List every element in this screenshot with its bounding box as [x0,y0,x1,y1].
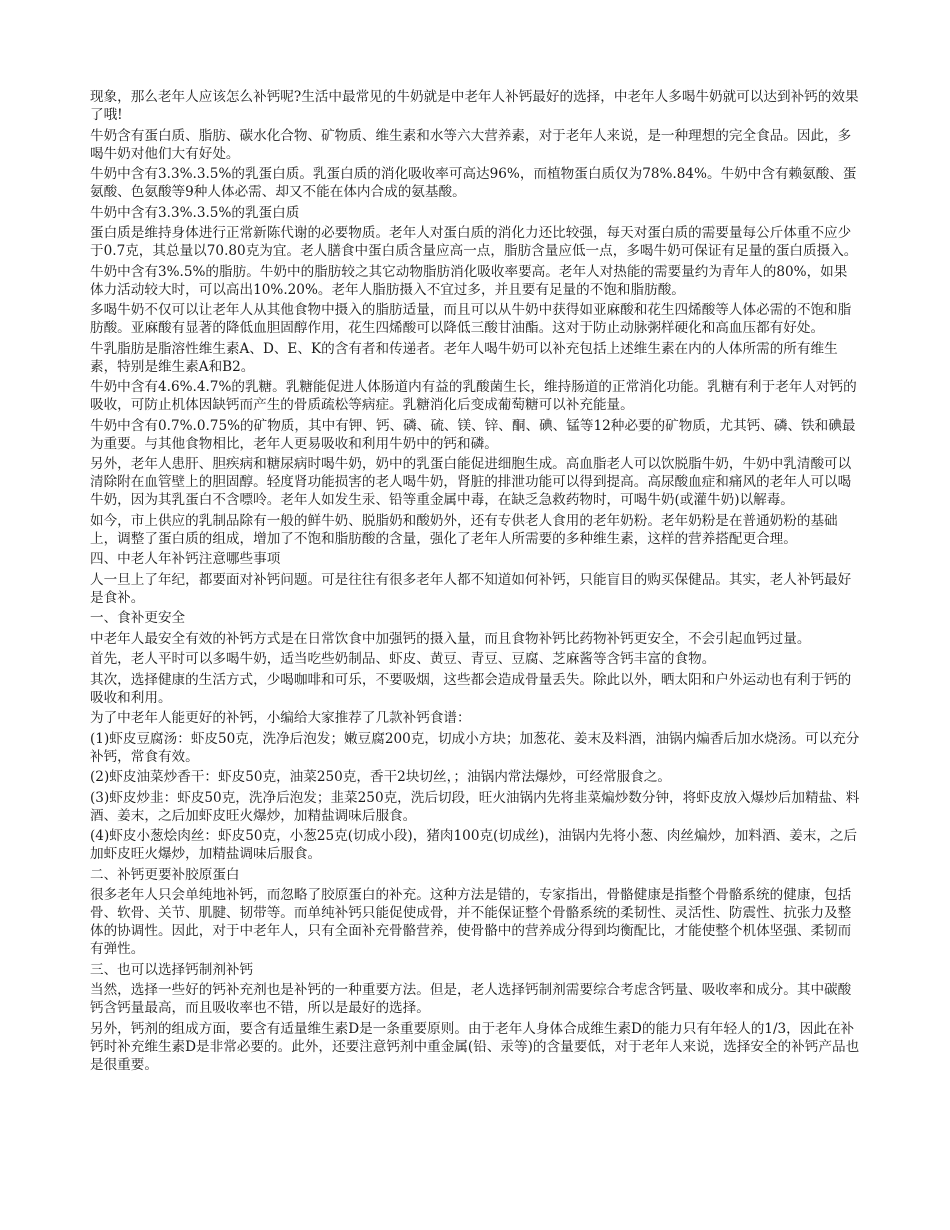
recipe-1: (1)虾皮豆腐汤：虾皮50克，洗净后泡发；嫩豆腐200克，切成小方块；加葱花、姜末及料酒，油锅内煸香后加水烧汤。可以充分补钙，常食有效。 [90,730,860,765]
paragraph-vitamins: 牛乳脂肪是脂溶性维生素A、D、E、K的含有者和传递者。老年人喝牛奶可以补充包括上述维生素在内的人体所需的所有维生素，特别是维生素A和B2。 [90,340,838,375]
paragraph-collagen: 很多老年人只会单纯地补钙，而忽略了胶原蛋白的补充。这种方法是错的，专家指出，骨骼健康是指整个骨骼系统的健康，包括骨、软骨、关节、肌腱、韧带等。而单纯补钙只能促使成骨，并不能保证整个骨骼系统的柔韧性、灵活性、防震性、抗张力及整体的协调性。因此，对于中老年人，只有全面补充骨骼营养，使骨骼中的营养成分得到均衡配比，才能使整个机体坚强、柔韧而有弹性。 [90,887,852,957]
paragraph-minerals: 牛奶中含有0.7%.0.75%的矿物质，其中有钾、钙、磷、硫、镁、锌、酮、碘、锰等12种必要的矿物质，尤其钙、磷、铁和碘最为重要。与其他食物相比，老年人更易吸收和利用牛奶中的钙和磷。 [90,417,856,452]
paragraph-food-safe: 中老年人最安全有效的补钙方式是在日常饮食中加强钙的摄入量，而且食物补钙比药物补钙更安全，不会引起血钙过量。 [90,630,811,647]
paragraph-vitamin-d: 另外，钙剂的组成方面，要含有适量维生素D是一条重要原则。由于老年人身体合成维生素D的能力只有年轻人的1/3，因此在补钙时补充维生素D是非常必要的。此外，还要注意钙剂中重金属(铅、汞等)的含量要低，对于老年人来说，选择安全的补钙产品也是很重要。 [90,1020,860,1073]
paragraph-fat: 牛奶中含有3%.5%的脂肪。牛奶中的脂肪较之其它动物脂肪消化吸收率要高。老年人对热能的需要量约为青年人的80%，如果体力活动较大时，可以高出10%.20%。老年人脂肪摄入不宜过多，并且要有足量的不饱和脂肪酸。 [90,263,848,298]
recipe-3: (3)虾皮炒韭：虾皮50克，洗净后泡发；韭菜250克，洗后切段，旺火油锅内先将韭菜煸炒数分钟，将虾皮放入爆炒后加精盐、料酒、姜末，之后加虾皮旺火爆炒，加精盐调味后服食。 [90,789,860,824]
paragraph-protein-need: 蛋白质是维持身体进行正常新陈代谢的必要物质。老年人对蛋白质的消化力还比较强，每天对蛋白质的需要量每公斤体重不应少于0.7克，其总量以70.80克为宜。老人膳食中蛋白质含量应高一点，脂肪含量应低一点，多喝牛奶可保证有足量的蛋白质摄入。 [90,225,858,259]
subheading-protein: 牛奶中含有3.3%.3.5%的乳蛋白质 [90,204,300,221]
paragraph-fatty-acids: 多喝牛奶不仅可以让老年人从其他食物中摄入的脂肪适量，而且可以从牛奶中获得如亚麻酸和花生四烯酸等人体必需的不饱和脂肪酸。亚麻酸有显著的降低血胆固醇作用，花生四烯酸可以降低三酸甘油酯。这对于防止动脉粥样硬化和高血压都有好处。 [90,302,852,336]
paragraph-diseases: 另外，老年人患肝、胆疾病和糖尿病时喝牛奶，奶中的乳蛋白能促进细胞生成。高血脂老人可以饮脱脂牛奶，牛奶中乳清酸可以清除附在血管壁上的胆固醇。轻度肾功能损害的老人喝牛奶，肾脏的排泄功能可以得到提高。高尿酸血症和痛风的老年人可以喝牛奶，因为其乳蛋白不含嘌呤。老年人如发生汞、铅等重金属中毒，在缺乏急救药物时，可喝牛奶(或灌牛奶)以解毒。 [90,456,852,508]
paragraph-calcium-intro: 人一旦上了年纪，都要面对补钙问题。可是往往有很多老年人都不知道如何补钙，只能盲目的购买保健品。其实，老人补钙最好是食补。 [90,571,852,606]
document-body [90,88,860,1076]
paragraph-milk-powder: 如今，市上供应的乳制品除有一般的鲜牛奶、脱脂奶和酸奶外，还有专供老人食用的老年奶粉。老年奶粉是在普通奶粉的基础上，调整了蛋白质的组成，增加了不饱和脂肪酸的含量，强化了老年人所需要的多种维生素，这样的营养搭配更合理。 [90,512,838,547]
paragraph-protein: 牛奶中含有3.3%.3.5%的乳蛋白质。乳蛋白质的消化吸收率可高达96%，而植物蛋白质仅为78%.84%。牛奶中含有赖氨酸、蛋氨酸、色氨酸等9种人体必需、却又不能在体内合成的氨基酸。 [90,166,857,200]
section-heading-food: 一、食补更安全 [90,610,186,626]
section-heading-collagen: 二、补钙更要补胶原蛋白 [90,866,240,883]
section-heading-supplement: 三、也可以选择钙制剂补钙 [90,961,254,978]
paragraph-supplement: 当然，选择一些好的钙补充剂也是补钙的一种重要方法。但是，老人选择钙制剂需要综合考虑含钙量、吸收率和成分。其中碳酸钙含钙量最高，而且吸收率也不错，所以是最好的选择。 [90,982,852,1016]
section-heading-4: 四、中老人年补钙注意哪些事项 [90,551,281,567]
paragraph-nutrients: 牛奶含有蛋白质、脂肪、碳水化合物、矿物质、维生素和水等六大营养素，对于老年人来说，是一种理想的完全食品。因此，多喝牛奶对他们大有好处。 [90,127,852,162]
paragraph-first: 首先，老人平时可以多喝牛奶，适当吃些奶制品、虾皮、黄豆、青豆、豆腐、芝麻酱等含钙丰富的食物。 [90,651,716,667]
paragraph-recipes-intro: 为了中老年人能更好的补钙，小编给大家推荐了几款补钙食谱： [90,710,471,726]
paragraph-lactose: 牛奶中含有4.6%.4.7%的乳糖。乳糖能促进人体肠道内有益的乳酸菌生长，维持肠道的正常消化功能。乳糖有利于老年人对钙的吸收，可防止机体因缺钙而产生的骨质疏松等病症。乳糖消化后变成葡萄糖可以补充能量。 [90,379,857,413]
recipe-4: (4)虾皮小葱烩肉丝：虾皮50克，小葱25克(切成小段)，猪肉100克(切成丝)，油锅内先将小葱、肉丝煸炒，加料酒、姜末，之后加虾皮旺火爆炒，加精盐调味后服食。 [90,828,858,862]
paragraph-second: 其次，选择健康的生活方式，少喝咖啡和可乐，不要吸烟，这些都会造成骨量丢失。除此以外，晒太阳和户外运动也有利于钙的吸收和利用。 [90,671,852,706]
recipe-2: (2)虾皮油菜炒香干：虾皮50克，油菜250克，香干2块切丝，；油锅内常法爆炒，可经常服食之。 [90,769,671,785]
paragraph-intro: 现象，那么老年人应该怎么补钙呢?生活中最常见的牛奶就是中老年人补钙最好的选择，中老年人多喝牛奶就可以达到补钙的效果了哦! [90,89,859,123]
